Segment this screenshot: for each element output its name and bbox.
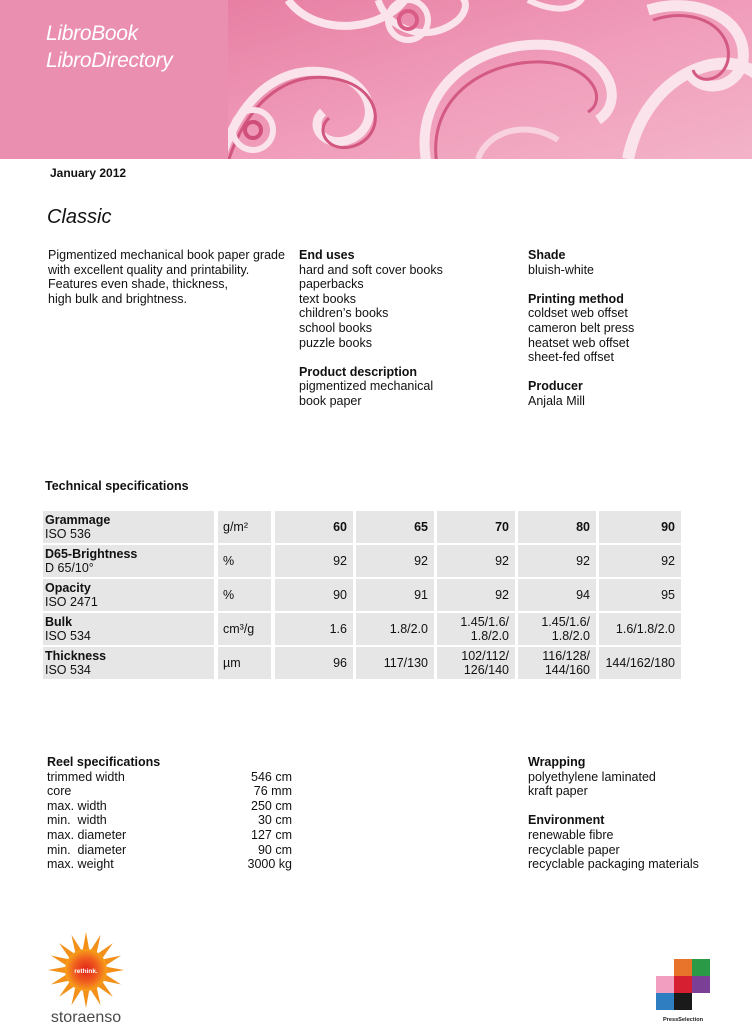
spec-unit-cell (218, 511, 271, 543)
spec-value-cell (518, 647, 596, 679)
end-use-item: paperbacks (299, 277, 364, 292)
printing-method-heading: Printing method (528, 291, 624, 306)
intro-line: Pigmentized mechanical book paper grade (48, 248, 285, 262)
publication-date: January 2012 (50, 166, 127, 180)
product-description-line: book paper (299, 393, 362, 408)
end-use-item: puzzle books (299, 335, 372, 350)
spec-value-cell (356, 613, 434, 645)
spec-property-cell (43, 511, 214, 543)
product-description-line: pigmentized mechanical (299, 379, 434, 394)
spec-value: 92 (495, 554, 509, 568)
spec-value: 70 (495, 520, 509, 534)
reel-spec-value: 76 mm (253, 784, 292, 799)
spec-value: 1.6/1.8/2.0 (615, 622, 675, 636)
spec-value: 96 (333, 656, 347, 670)
reel-spec-label: core (47, 784, 72, 799)
header-banner (0, 0, 752, 159)
reel-spec-row (47, 843, 292, 858)
spec-property-name: D65-Brightness (45, 547, 138, 561)
spec-property-standard: ISO 534 (45, 629, 91, 643)
intro-line: Features even shade, thickness, (48, 277, 228, 292)
reel-spec-value: 250 cm (251, 798, 292, 813)
intro-line: high bulk and brightness. (48, 291, 187, 306)
spec-value: 92 (414, 554, 428, 568)
environment-item: renewable fibre (528, 827, 614, 842)
spec-value: 1.6 (329, 622, 347, 636)
spec-value-cell (356, 579, 434, 611)
spec-value: 102/112/ 126/140 (461, 649, 509, 677)
spec-value-cell (437, 647, 515, 679)
brand-title-librodirectory: LibroDirectory (46, 49, 173, 72)
spec-property-standard: ISO 536 (45, 527, 91, 541)
spec-value-cell (518, 579, 596, 611)
printing-method-item: coldset web offset (528, 306, 628, 321)
spec-value: 92 (333, 554, 347, 568)
product-title: Classic (47, 206, 112, 228)
reel-spec-label: trimmed width (47, 769, 125, 784)
technical-specifications-heading: Technical specifications (45, 479, 189, 493)
wrapping-item: polyethylene laminated (528, 769, 656, 784)
reel-spec-label: max. weight (47, 857, 114, 872)
spec-value-cell (599, 613, 681, 645)
pressselection-wordmark: PressSelection (662, 1017, 704, 1023)
spec-property-name: Opacity (45, 581, 91, 595)
spec-property-cell (43, 647, 214, 679)
spec-value-cell (437, 613, 515, 645)
spec-value: 95 (661, 588, 675, 602)
reel-spec-value: 127 cm (251, 827, 292, 842)
environment-item: recyclable paper (528, 842, 620, 857)
spec-value-cell (275, 613, 353, 645)
spec-value-cell (599, 545, 681, 577)
paper-swirl-image (228, 0, 752, 159)
reel-spec-row (47, 828, 292, 843)
reel-spec-row (47, 784, 292, 799)
product-intro (48, 248, 298, 306)
spec-property-cell (43, 545, 214, 577)
spec-value: 116/128/ 144/160 (542, 649, 590, 677)
spec-value: 65 (414, 520, 428, 534)
spec-value: 117/130 (383, 656, 428, 670)
spec-value-cell (356, 545, 434, 577)
reel-spec-label: min. width (47, 813, 107, 828)
storaenso-tagline: rethink. (74, 968, 98, 975)
spec-value: 80 (576, 520, 590, 534)
environment-heading: Environment (528, 813, 605, 828)
spec-value-cell (275, 647, 353, 679)
spec-property-cell (43, 613, 214, 645)
spec-unit: µm (223, 655, 241, 670)
end-uses-section (299, 248, 519, 409)
spec-value-cell (599, 511, 681, 543)
reel-spec-label: min. diameter (47, 842, 127, 857)
spec-value: 92 (495, 588, 509, 602)
spec-property-name: Grammage (45, 513, 111, 527)
spec-value-cell (599, 647, 681, 679)
reel-spec-row (47, 799, 292, 814)
spec-property-standard: D 65/10° (45, 561, 94, 575)
spec-property-standard: ISO 534 (45, 663, 91, 677)
wrapping-heading: Wrapping (528, 755, 586, 769)
intro-line: with excellent quality and printability. (48, 262, 250, 277)
storaenso-wordmark: storaenso (50, 1009, 122, 1024)
spec-property-cell (43, 579, 214, 611)
end-use-item: children’s books (299, 306, 389, 321)
shade-printing-section (528, 248, 748, 409)
spec-unit-cell (218, 545, 271, 577)
reel-specifications-heading: Reel specifications (47, 755, 161, 769)
storaenso-logo (44, 930, 128, 1024)
spec-value-cell (356, 511, 434, 543)
spec-value-cell (275, 545, 353, 577)
spec-value-cell (518, 511, 596, 543)
reel-spec-row (47, 813, 292, 828)
reel-spec-value: 546 cm (251, 769, 292, 784)
spec-value-cell (275, 579, 353, 611)
shade-value: bluish-white (528, 262, 595, 277)
spec-unit: cm³/g (223, 621, 255, 636)
spec-value-cell (599, 579, 681, 611)
end-use-item: hard and soft cover books (299, 262, 443, 277)
brand-title-librobook: LibroBook (46, 22, 138, 45)
spec-unit-cell (218, 579, 271, 611)
spec-value: 91 (414, 588, 428, 602)
producer-heading: Producer (528, 379, 583, 394)
reel-spec-row (47, 770, 292, 785)
spec-value-cell (437, 545, 515, 577)
spec-value: 92 (661, 554, 675, 568)
end-uses-heading: End uses (299, 248, 355, 262)
printing-method-item: cameron belt press (528, 320, 635, 335)
printing-method-item: heatset web offset (528, 335, 630, 350)
reel-spec-value: 3000 kg (247, 857, 292, 872)
reel-spec-value: 30 cm (257, 813, 292, 828)
wrapping-environment-section (528, 755, 748, 872)
spec-value-cell (437, 579, 515, 611)
spec-unit: g/m² (223, 519, 248, 534)
spec-value-cell (437, 511, 515, 543)
end-use-item: text books (299, 291, 356, 306)
spec-unit: % (223, 587, 235, 602)
spec-value: 90 (661, 520, 675, 534)
spec-value: 90 (333, 588, 347, 602)
spec-property-name: Thickness (45, 649, 107, 663)
spec-property-name: Bulk (45, 615, 73, 629)
spec-value-cell (356, 647, 434, 679)
spec-unit-cell (218, 647, 271, 679)
producer-value: Anjala Mill (528, 393, 585, 408)
end-use-item: school books (299, 320, 372, 335)
spec-value-cell (275, 511, 353, 543)
spec-unit-cell (218, 613, 271, 645)
environment-item: recyclable packaging materials (528, 857, 699, 872)
reel-spec-label: max. width (47, 798, 107, 813)
spec-value: 94 (576, 588, 590, 602)
shade-heading: Shade (528, 248, 566, 262)
spec-property-standard: ISO 2471 (45, 595, 98, 609)
spec-unit: % (223, 553, 235, 568)
pressselection-logo (654, 958, 712, 1024)
spec-value-cell (518, 613, 596, 645)
spec-value-cell (518, 545, 596, 577)
spec-value: 1.8/2.0 (389, 622, 428, 636)
spec-value: 92 (576, 554, 590, 568)
spec-value: 60 (333, 520, 347, 534)
product-description-heading: Product description (299, 364, 418, 379)
reel-spec-row (47, 857, 292, 872)
reel-specifications (47, 755, 292, 872)
printing-method-item: sheet-fed offset (528, 350, 614, 365)
spec-value: 144/162/180 (605, 656, 675, 670)
brand-panel (0, 0, 228, 159)
spec-value: 1.45/1.6/ 1.8/2.0 (541, 615, 590, 643)
reel-spec-label: max. diameter (47, 827, 127, 842)
spec-value: 1.45/1.6/ 1.8/2.0 (460, 615, 509, 643)
reel-spec-value: 90 cm (257, 842, 292, 857)
wrapping-item: kraft paper (528, 784, 588, 799)
